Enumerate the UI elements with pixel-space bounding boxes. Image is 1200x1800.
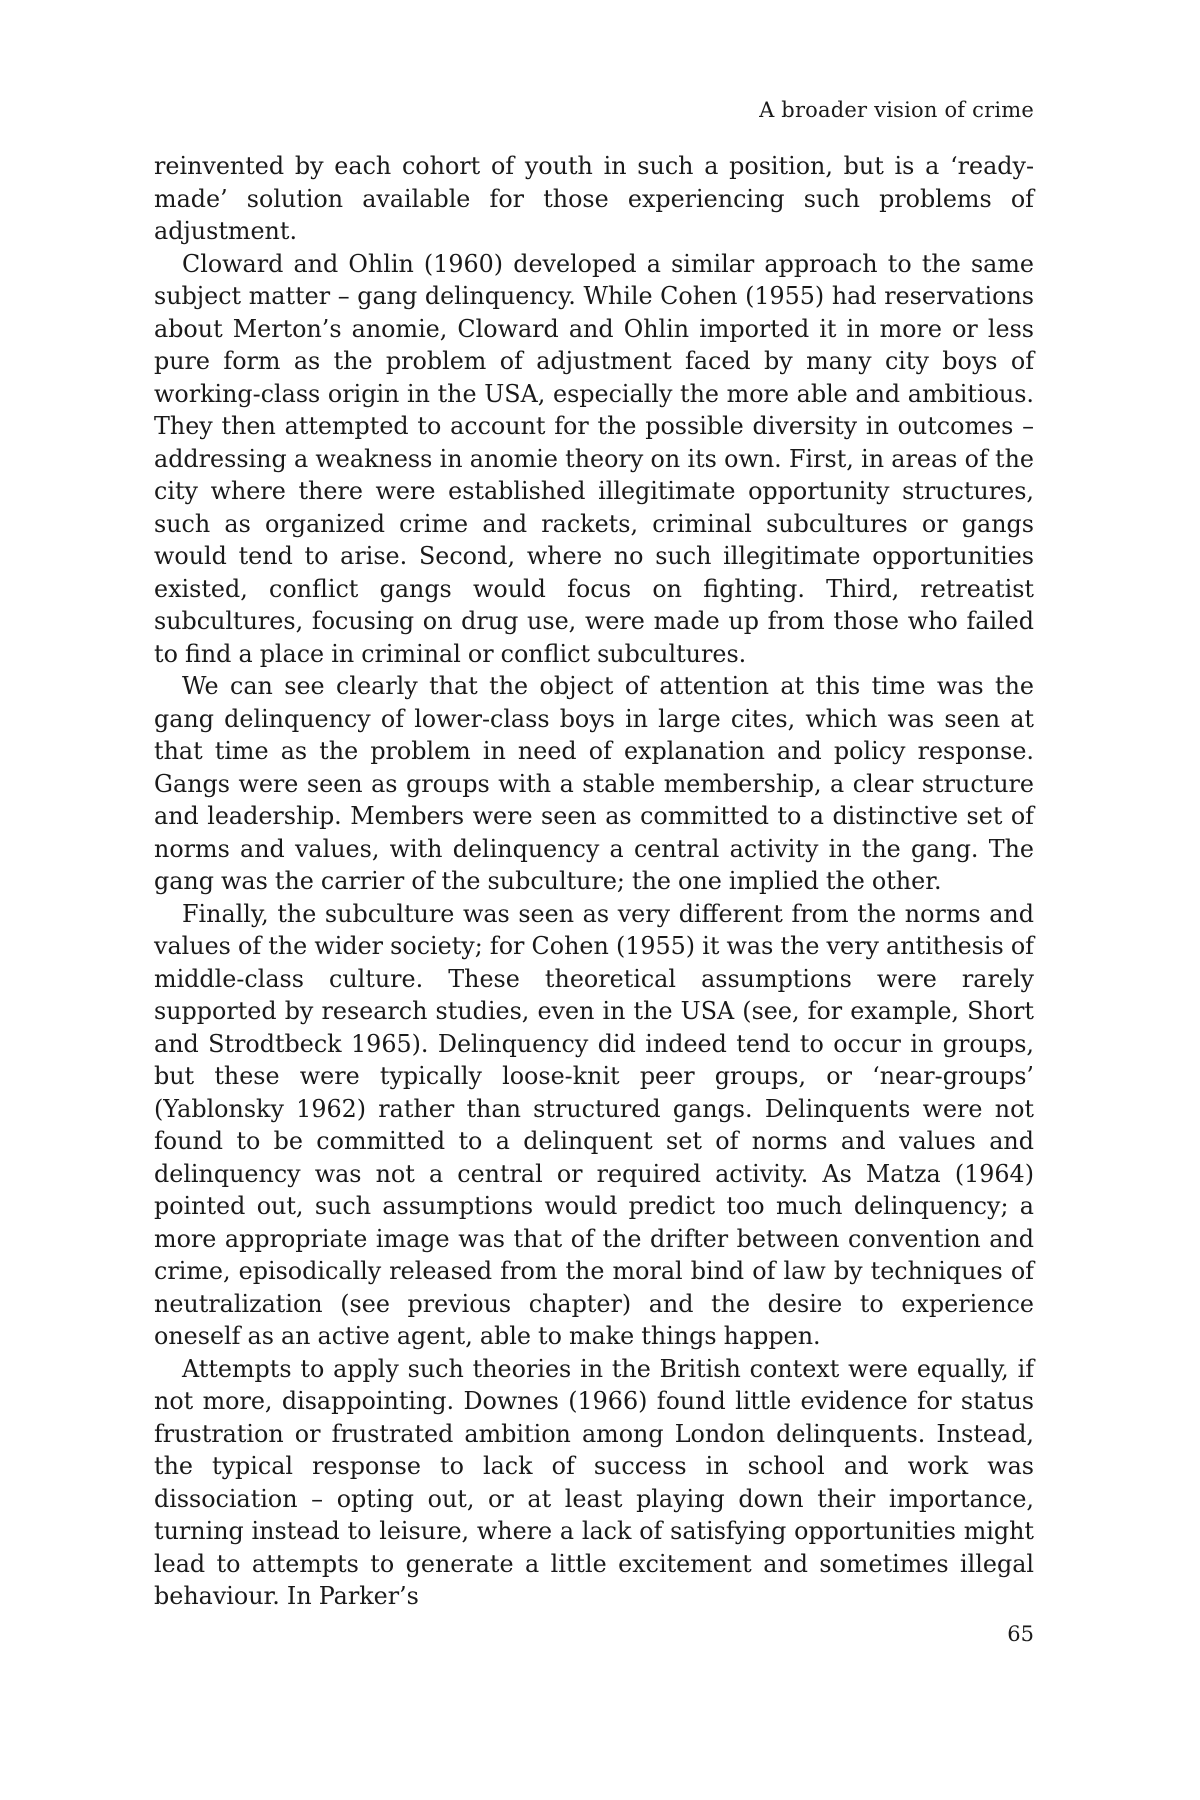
paragraph-subculture: Finally, the subculture was seen as very different from the norms and values of the wider society; for Cohen (1955) it was the very antithesis of middle-class culture. These theoretical assumptions were rarely supported by research studies, even in the USA (see, for example, Short and Strodtbeck 1965). Delinquency did indeed tend to occur in groups, but these were typically loose-knit peer groups, or ‘near-groups’ (Yablonsky 1962) rather than structured gangs. Delinquents were not found to be committed to a delinquent set of norms and values and delinquency was not a central or required activity. As Matza (1964) pointed out, such assumptions would predict too much delinquency; a more appropriate image was that of the drifter between convention and crime, episodically released from the moral bind of law by techniques of neutralization (see previous chapter) and the desire to experience oneself as an active agent, able to make things happen. (154, 899, 1034, 1350)
paragraph-british-context: Attempts to apply such theories in the British context were equally, if not more, disappointing. Downes (1966) found little evidence for status frustration or frustrated ambition among London delinquents. Instead, the typical response to lack of success in school and work was dissociation – opting out, or at least playing down their importance, turning instead to leisure, where a lack of satisfying opportunities might lead to attempts to generate a little excitement and sometimes illegal behaviour. In Parker’s (154, 1354, 1034, 1610)
body-text (154, 150, 1034, 1613)
paragraph-cloward-ohlin: Cloward and Ohlin (1960) developed a similar approach to the same subject matter – gang delinquency. While Cohen (1955) had reservations about Merton’s anomie, Cloward and Ohlin imported it in more or less pure form as the problem of adjustment faced by many city boys of working-class origin in the USA, especially the more able and ambitious. They then attempted to account for the possible diversity in outcomes – addressing a weakness in anomie theory on its own. First, in areas of the city where there were established illegitimate opportunity structures, such as organized crime and rackets, criminal subcultures or gangs would tend to arise. Second, where no such illegitimate opportunities existed, conflict gangs would focus on fighting. Third, retreatist subcultures, focusing on drug use, were made up from those who failed to find a place in criminal or conflict subcultures. (154, 249, 1034, 668)
book-page (154, 96, 1034, 1716)
paragraph-continuation: reinvented by each cohort of youth in such a position, but is a ‘ready-made’ solution available for those experiencing such problems of adjustment. (154, 152, 1034, 245)
paragraph-gang-delinquency: We can see clearly that the object of attention at this time was the gang delinquency of lower-class boys in large cites, which was seen at that time as the problem in need of explanation and policy response. Gangs were seen as groups with a stable membership, a clear structure and leadership. Members were seen as committed to a distinctive set of norms and values, with delinquency a central activity in the gang. The gang was the carrier of the subculture; the one implied the other. (154, 672, 1034, 895)
page-number: 65 (1007, 1622, 1034, 1646)
running-head: A broader vision of crime (759, 98, 1034, 122)
